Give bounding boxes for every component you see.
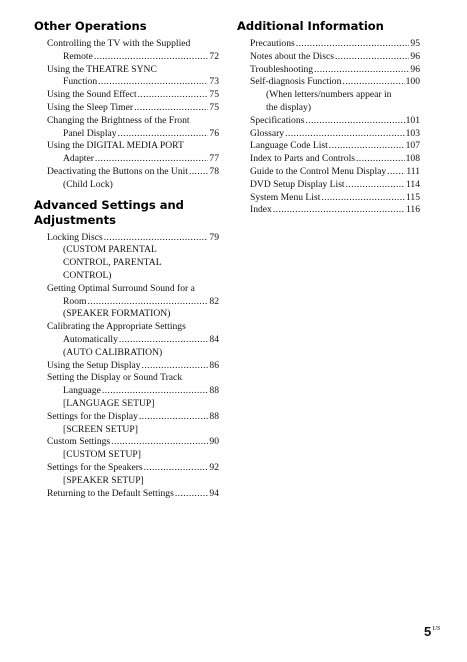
toc-entry-subtitle: (AUTO CALIBRATION) — [63, 346, 163, 358]
toc-entry[interactable] — [47, 232, 219, 283]
toc-entry[interactable] — [47, 488, 219, 501]
toc-entry-page: 115 — [405, 191, 420, 203]
toc-entry-line — [250, 140, 420, 153]
toc-entry-line — [47, 232, 219, 245]
toc-entry-page: 82 — [209, 295, 219, 307]
dot-leader — [305, 115, 404, 128]
toc-entry-page: 76 — [209, 127, 219, 139]
toc-entry-page: 103 — [405, 127, 420, 139]
toc-entry-title: Getting Optimal Surround Sound for a — [47, 282, 195, 294]
dot-leader — [321, 192, 405, 205]
toc-entry-title: Changing the Brightness of the Front — [47, 114, 190, 126]
toc-entry-page: 72 — [209, 50, 219, 62]
toc-entry-line — [47, 102, 219, 115]
toc-entry[interactable] — [250, 115, 420, 128]
toc-entry-subtitle: (SPEAKER FORMATION) — [63, 308, 171, 320]
toc-entry-page: 101 — [405, 114, 420, 126]
toc-list — [34, 232, 219, 501]
toc-entry-line — [47, 128, 219, 141]
toc-entry-line — [250, 192, 420, 205]
toc-entry-page: 78 — [209, 165, 219, 177]
toc-entry-title: Controlling the TV with the Supplied — [47, 38, 191, 49]
dot-leader — [144, 462, 209, 475]
toc-list — [237, 38, 420, 217]
toc-entry-title: Calibrating the Appropriate Settings — [47, 321, 186, 333]
dot-leader — [138, 89, 209, 102]
toc-entry-line — [47, 360, 219, 373]
toc-entry-line — [47, 462, 219, 475]
dot-leader — [175, 488, 209, 501]
toc-entry-line — [250, 128, 420, 141]
toc-entry-title-cont: Remote — [63, 50, 93, 62]
toc-entry-page: 75 — [209, 89, 219, 101]
toc-entry[interactable] — [47, 283, 219, 321]
dot-leader — [104, 232, 209, 245]
toc-entry[interactable] — [250, 179, 420, 192]
toc-entry-line — [47, 38, 219, 51]
toc-entry-line — [47, 76, 219, 89]
toc-entry-title: Deactivating the Buttons on the Unit — [47, 165, 188, 177]
dot-leader — [94, 51, 209, 64]
toc-entry[interactable] — [250, 166, 420, 179]
toc-entry-title-cont: Automatically — [63, 333, 118, 345]
page-number-value: 5 — [424, 624, 432, 639]
toc-entry-title-cont: Panel Display — [63, 127, 117, 139]
toc-entry[interactable] — [250, 76, 420, 114]
toc-entry-line — [47, 372, 219, 385]
toc-entry-subtitle: [SCREEN SETUP] — [63, 423, 138, 435]
toc-entry-title: Using the THEATRE SYNC — [47, 63, 157, 75]
toc-entry-line — [250, 76, 420, 89]
toc-entry-title: Setting the Display or Sound Track — [47, 372, 183, 384]
toc-entry-title-cont: Function — [63, 76, 98, 88]
page-number — [424, 624, 440, 639]
dot-leader — [285, 128, 405, 141]
toc-entry[interactable] — [47, 64, 219, 90]
toc-entry-page: 86 — [209, 359, 219, 371]
section-heading-advanced-settings: Advanced Settings and Adjustments — [34, 197, 184, 227]
toc-entry-title: Precautions — [250, 38, 295, 49]
toc-entry[interactable] — [250, 140, 420, 153]
toc-entry-page: 79 — [209, 231, 219, 243]
toc-entry-title: System Menu List — [250, 191, 321, 203]
toc-entry-title: DVD Setup Display List — [250, 178, 345, 190]
toc-entry-line — [47, 166, 219, 179]
dot-leader — [346, 179, 405, 192]
toc-entry[interactable] — [250, 38, 420, 51]
right-column — [237, 19, 420, 217]
toc-entry[interactable] — [47, 140, 219, 166]
toc-entry[interactable] — [250, 192, 420, 205]
toc-entry[interactable] — [47, 38, 219, 64]
toc-entry[interactable] — [47, 411, 219, 437]
toc-entry-title-cont: Room — [63, 295, 87, 307]
toc-entry-title: Specifications — [250, 114, 305, 126]
toc-entry-title: Using the Setup Display — [47, 359, 141, 371]
toc-entry[interactable] — [47, 360, 219, 373]
toc-entry-line — [250, 115, 420, 128]
toc-entry-subtitle: [LANGUAGE SETUP] — [63, 397, 155, 409]
toc-entry-title: Locking Discs — [47, 231, 103, 243]
toc-entry-line — [250, 204, 420, 217]
toc-entry-line — [250, 179, 420, 192]
toc-entry-page: 92 — [209, 461, 219, 473]
dot-leader — [387, 166, 405, 179]
toc-entry-title: Notes about the Discs — [250, 50, 334, 62]
toc-entry-line — [47, 140, 219, 153]
toc-entry-subtitle: (CUSTOM PARENTAL — [63, 244, 157, 256]
toc-entry-title: Custom Settings — [47, 436, 111, 448]
toc-entry[interactable] — [47, 321, 219, 359]
toc-entry-page: 94 — [209, 487, 219, 499]
dot-leader — [111, 436, 208, 449]
toc-entry-subtitle: [CUSTOM SETUP] — [63, 449, 141, 461]
dot-leader — [87, 296, 208, 309]
toc-entry-line — [47, 115, 219, 128]
toc-entry[interactable] — [250, 204, 420, 217]
left-column — [34, 19, 219, 500]
toc-entry[interactable] — [47, 372, 219, 410]
toc-entry[interactable] — [47, 462, 219, 488]
toc-entry-page: 96 — [410, 63, 420, 75]
toc-entry-line — [250, 166, 420, 179]
toc-entry[interactable] — [250, 128, 420, 141]
dot-leader — [296, 38, 410, 51]
dot-leader — [335, 51, 409, 64]
toc-entry-line — [47, 334, 219, 347]
dot-leader — [118, 128, 209, 141]
toc-entry-title: Self-diagnosis Function — [250, 76, 342, 88]
toc-entry-line — [47, 436, 219, 449]
toc-entry-page: 95 — [410, 38, 420, 49]
toc-entry-page: 88 — [209, 410, 219, 422]
dot-leader — [139, 411, 209, 424]
dot-leader — [119, 334, 209, 347]
toc-entry-subtitle: CONTROL, PARENTAL — [63, 257, 162, 269]
toc-entry-title: Troubleshooting — [250, 63, 314, 75]
toc-entry-line — [47, 385, 219, 398]
toc-entry[interactable] — [250, 51, 420, 64]
toc-entry-page: 90 — [209, 436, 219, 448]
toc-entry-page: 84 — [209, 333, 219, 345]
toc-entry-page: 107 — [405, 140, 420, 152]
toc-entry-page: 77 — [209, 153, 219, 165]
region-code: US — [432, 625, 441, 632]
toc-entry-title: Index to Parts and Controls — [250, 153, 355, 165]
dot-leader — [95, 153, 209, 166]
toc-entry-subtitle: (Child Lock) — [63, 178, 113, 190]
toc-entry-page: 100 — [405, 76, 420, 88]
dot-leader — [342, 76, 404, 89]
toc-entry-line — [47, 51, 219, 64]
dot-leader — [314, 64, 409, 77]
toc-entry-title: Using the DIGITAL MEDIA PORT — [47, 140, 184, 152]
toc-entry-title: Glossary — [250, 127, 285, 139]
toc-entry-subtitle: the display) — [266, 101, 312, 113]
section-heading-additional-information: Additional Information — [237, 19, 384, 33]
toc-entry[interactable] — [47, 436, 219, 462]
dot-leader — [329, 140, 405, 153]
toc-entry[interactable] — [250, 153, 420, 166]
toc-entry-line — [250, 51, 420, 64]
toc-entry-line — [47, 153, 219, 166]
toc-entry-line — [47, 89, 219, 102]
toc-entry-subtitle: CONTROL) — [63, 269, 112, 281]
toc-entry[interactable] — [47, 115, 219, 141]
dot-leader — [189, 166, 208, 179]
dot-leader — [98, 76, 208, 89]
toc-entry[interactable] — [47, 166, 219, 192]
toc-entry[interactable] — [47, 102, 219, 115]
toc-entry-title-cont: Language — [63, 385, 101, 397]
toc-entry-subtitle: [SPEAKER SETUP] — [63, 474, 144, 486]
toc-entry-line — [47, 296, 219, 309]
toc-entry-line — [47, 488, 219, 501]
toc-entry-line — [250, 153, 420, 166]
toc-entry-title: Using the Sleep Timer — [47, 101, 134, 113]
toc-entry-title: Language Code List — [250, 140, 328, 152]
toc-entry[interactable] — [250, 64, 420, 77]
dot-leader — [142, 360, 209, 373]
toc-entry-page: 75 — [209, 101, 219, 113]
toc-entry-page: 114 — [405, 178, 420, 190]
toc-entry-title: Using the Sound Effect — [47, 89, 137, 101]
toc-entry-line — [250, 64, 420, 77]
toc-entry-page: 108 — [405, 153, 420, 165]
section-heading-other-operations: Other Operations — [34, 19, 147, 33]
toc-entry-page: 116 — [405, 204, 420, 216]
toc-entry-line — [47, 64, 219, 77]
toc-entry-title: Guide to the Control Menu Display — [250, 165, 387, 177]
toc-entry-page: 111 — [406, 165, 420, 177]
toc-list — [34, 38, 219, 192]
toc-entry-line — [47, 321, 219, 334]
toc-entry[interactable] — [47, 89, 219, 102]
toc-entry-title: Returning to the Default Settings — [47, 487, 174, 499]
toc-entry-title: Index — [250, 204, 272, 216]
toc-entry-line — [47, 411, 219, 424]
toc-entry-subtitle: (When letters/numbers appear in — [266, 89, 392, 101]
toc-entry-title-cont: Adapter — [63, 153, 94, 165]
dot-leader — [273, 204, 405, 217]
dot-leader — [102, 385, 209, 398]
toc-entry-title: Settings for the Display — [47, 410, 138, 422]
toc-entry-page: 73 — [209, 76, 219, 88]
toc-entry-line — [47, 283, 219, 296]
toc-entry-title: Settings for the Speakers — [47, 461, 143, 473]
toc-entry-page: 88 — [209, 385, 219, 397]
toc-entry-page: 96 — [410, 50, 420, 62]
toc-entry-line — [250, 38, 420, 51]
dot-leader — [356, 153, 405, 166]
dot-leader — [134, 102, 208, 115]
